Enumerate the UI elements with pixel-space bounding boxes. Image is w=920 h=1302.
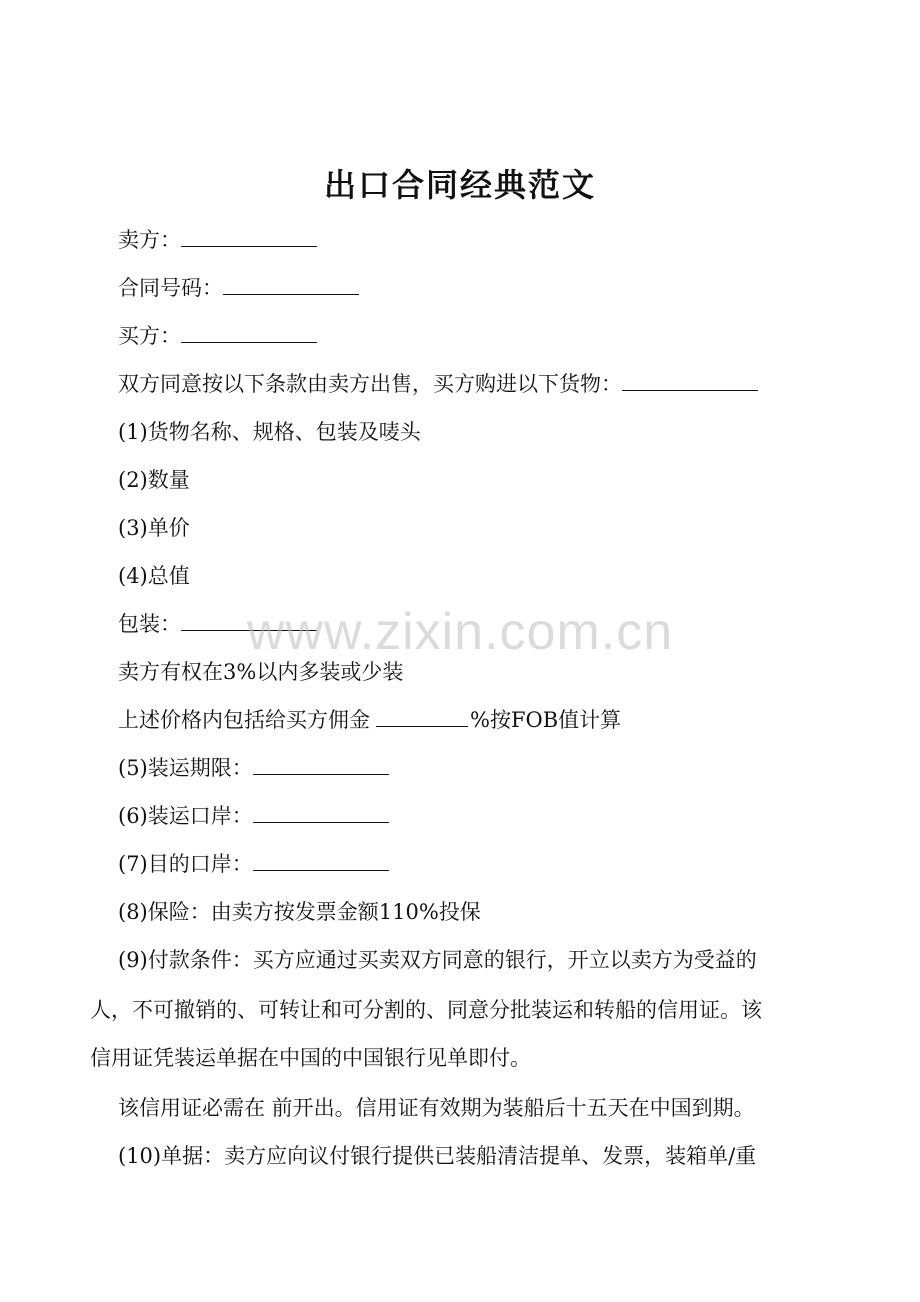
item1-line: (1)货物名称、规格、包装及唛头 bbox=[118, 420, 421, 444]
packing-blank[interactable] bbox=[181, 629, 317, 631]
page-title: 出口合同经典范文 bbox=[323, 166, 596, 204]
item6-blank[interactable] bbox=[253, 821, 389, 823]
item6-label: (6)装运口岸： bbox=[118, 804, 253, 828]
commission-suffix: %按FOB值计算 bbox=[470, 708, 622, 732]
item10-line: (10)单据：卖方应向议付银行提供已装船清洁提单、发票，装箱单/重 bbox=[118, 1144, 757, 1168]
packing-label: 包装： bbox=[118, 612, 181, 636]
commission-text: 上述价格内包括给买方佣金 bbox=[118, 708, 370, 732]
commission-line bbox=[118, 704, 621, 734]
item9-line2: 人，不可撤销的、可转让和可分割的、同意分批装运和转船的信用证。该 bbox=[90, 998, 762, 1022]
item7-line bbox=[118, 848, 389, 878]
buyer-line bbox=[118, 320, 317, 350]
contract-no-label: 合同号码： bbox=[118, 276, 223, 300]
agree-line bbox=[118, 368, 758, 398]
commission-blank[interactable] bbox=[376, 725, 468, 727]
item5-line bbox=[118, 752, 389, 782]
item6-line bbox=[118, 800, 389, 830]
item5-blank[interactable] bbox=[253, 773, 389, 775]
item2-line: (2)数量 bbox=[118, 468, 190, 492]
seller-label: 卖方： bbox=[118, 228, 181, 252]
contract-no-line bbox=[118, 272, 359, 302]
item8-line: (8)保险：由卖方按发票金额110%投保 bbox=[118, 900, 481, 924]
item7-label: (7)目的口岸： bbox=[118, 852, 253, 876]
watermark: www.zixin.com.cn bbox=[246, 603, 674, 661]
item9-line3: 信用证凭装运单据在中国的中国银行见单即付。 bbox=[90, 1046, 531, 1070]
item5-label: (5)装运期限： bbox=[118, 756, 253, 780]
item9-text1: (9)付款条件：买方应通过买卖双方同意的银行，开立以卖方为受益的 bbox=[118, 948, 757, 972]
lc-expiry-line: 该信用证必需在 前开出。信用证有效期为装船后十五天在中国到期。 bbox=[118, 1096, 755, 1120]
item3-line: (3)单价 bbox=[118, 516, 190, 540]
item9-line1 bbox=[90, 944, 757, 974]
seller-line bbox=[118, 224, 317, 254]
agree-text: 双方同意按以下条款由卖方出售，买方购进以下货物： bbox=[118, 372, 622, 396]
goods-blank[interactable] bbox=[622, 389, 758, 391]
item7-blank[interactable] bbox=[253, 869, 389, 871]
packing-line bbox=[118, 608, 317, 638]
buyer-blank[interactable] bbox=[181, 341, 317, 343]
buyer-label: 买方： bbox=[118, 324, 181, 348]
item4-line: (4)总值 bbox=[118, 564, 190, 588]
seller-blank[interactable] bbox=[181, 245, 317, 247]
tolerance-line: 卖方有权在3%以内多装或少装 bbox=[118, 660, 404, 684]
contract-no-blank[interactable] bbox=[223, 293, 359, 295]
